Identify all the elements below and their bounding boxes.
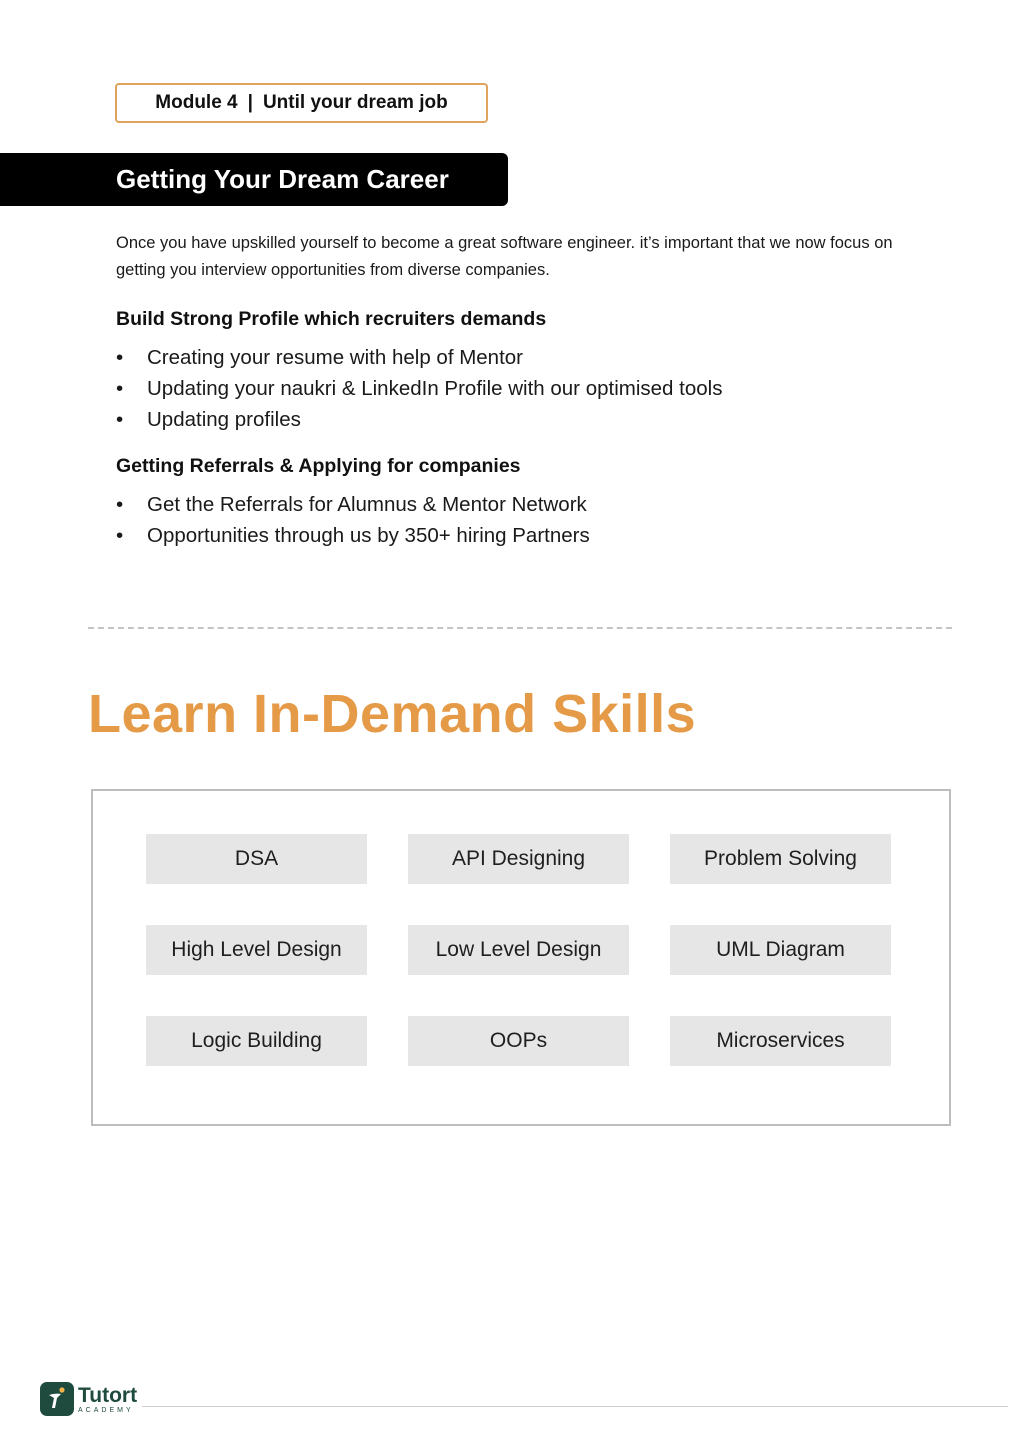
tutort-logo-icon — [40, 1382, 74, 1416]
list-item — [116, 489, 590, 520]
list-item-text: Updating profiles — [147, 408, 301, 431]
bullet: • — [116, 408, 124, 431]
referrals-list — [116, 489, 590, 551]
intro-paragraph: Once you have upskilled yourself to become a great software engineer. it’s important that we now focus on getting you interview opportunities from diverse companies. — [116, 234, 893, 279]
list-item-text: Creating your resume with help of Mentor — [147, 346, 524, 369]
skill-chip-high-level-design: High Level Design — [146, 925, 367, 975]
skill-chip-dsa: DSA — [146, 834, 367, 884]
skill-chip-low-level-design: Low Level Design — [408, 925, 629, 975]
list-item-text: Opportunities through us by 350+ hiring Partners — [147, 524, 590, 547]
skills-title: Learn In-Demand Skills — [88, 684, 697, 744]
logo-name: Tutort — [78, 1383, 138, 1407]
skill-chip-oops: OOPs — [408, 1016, 629, 1066]
skill-chip-problem-solving: Problem Solving — [670, 834, 891, 884]
list-item — [116, 373, 722, 404]
skill-chip-api-designing: API Designing — [408, 834, 629, 884]
module-tag — [115, 83, 488, 123]
section-banner — [0, 153, 508, 206]
profile-list — [116, 342, 722, 435]
section-title: Getting Your Dream Career — [116, 164, 449, 194]
bullet: • — [116, 377, 124, 400]
list-item — [116, 342, 722, 373]
module-number: Module 4 — [155, 92, 238, 113]
module-separator: | — [247, 92, 253, 113]
bullet: • — [116, 493, 124, 516]
profile-heading: Build Strong Profile which recruiters demands — [116, 308, 547, 330]
bullet: • — [116, 346, 124, 369]
list-item — [116, 404, 722, 435]
logo-text — [78, 1385, 137, 1414]
skill-chip-uml-diagram: UML Diagram — [670, 925, 891, 975]
logo-subtitle: ACADEMY — [78, 1406, 134, 1414]
module-title: Until your dream job — [262, 92, 448, 113]
list-item-text: Updating your naukri & LinkedIn Profile with our optimised tools — [147, 377, 723, 400]
referrals-heading: Getting Referrals & Applying for companies — [116, 455, 521, 477]
skill-chip-logic-building: Logic Building — [146, 1016, 367, 1066]
footer-logo — [40, 1382, 137, 1416]
bullet: • — [116, 524, 124, 547]
list-item — [116, 520, 590, 551]
footer-line — [142, 1406, 1008, 1407]
skill-chip-microservices: Microservices — [670, 1016, 891, 1066]
dashed-divider — [88, 627, 952, 629]
list-item-text: Get the Referrals for Alumnus & Mentor Network — [147, 493, 587, 516]
